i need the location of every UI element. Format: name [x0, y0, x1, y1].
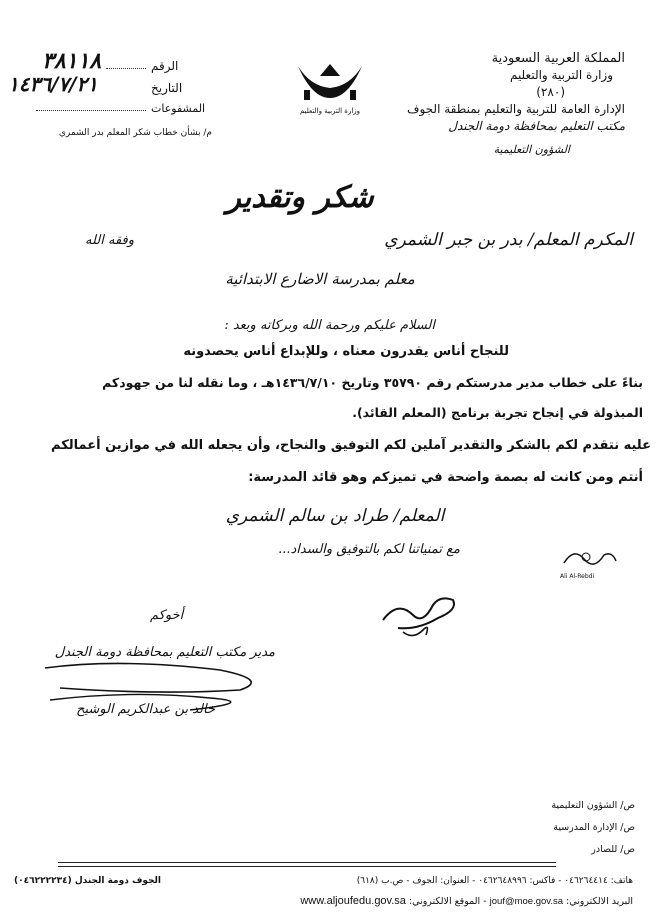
- initials-scribble-icon: [560, 545, 620, 569]
- attachments-field: [6, 100, 211, 118]
- handwritten-signature: [378, 590, 463, 645]
- paragraph-line-4: أنتم ومن كانت له بصمة واضحة في تميزكم وهو قائد المدرسة:: [248, 470, 643, 485]
- footer-contact-line: [357, 876, 633, 886]
- signature-box: [40, 640, 275, 730]
- footer-email-link[interactable]: jouf@moe.gov.sa: [489, 896, 564, 907]
- ministry-logo-icon: [290, 58, 370, 103]
- attachments-label: المشفوعات: [151, 102, 206, 115]
- department-name: الشؤون التعليمية: [493, 143, 570, 156]
- footer-site-link[interactable]: www.aljoufedu.gov.sa: [300, 895, 406, 907]
- quote-line: للنجاح أناس يقدرون معناه ، وللإبداع أناس يحصدونه: [183, 344, 509, 359]
- footer-region: الجوف دومة الجندل (٠٤٦٢٢٢٢٣٤): [14, 876, 162, 886]
- school-leader-name: المعلم/ طراد بن سالم الشمري: [225, 506, 445, 526]
- kingdom-name: المملكة العربية السعودية: [491, 51, 625, 66]
- office-name: مكتب التعليم بمحافظة دومة الجندل: [448, 119, 625, 133]
- page-title: شكر وتقدير: [226, 180, 374, 215]
- salutation: السلام عليكم ورحمة الله وبركاته وبعد :: [224, 318, 435, 333]
- copy-item: ص/ الإدارة المدرسية: [553, 822, 635, 833]
- addressee: المكرم المعلم/ بدر بن جبر الشمري: [384, 230, 633, 250]
- initials-caption: Ali Al-Rebdi: [560, 573, 595, 580]
- closing-greeting: وفقه الله: [85, 233, 135, 248]
- footer-divider-2: [58, 866, 556, 867]
- copy-item: ص/ للصادر: [591, 844, 635, 855]
- paragraph-line-3: عليه نتقدم لكم بالشكر والتقدير آملين لكم التوفيق والنجاح، وأن يجعله الله في موازين أعمالكم: [51, 438, 651, 453]
- brothers-label: أخوكم: [150, 608, 184, 623]
- ministry-name: وزارة التربية والتعليم: [509, 68, 613, 82]
- wishes-line: مع تمنياتنا لكم بالتوفيق والسداد...: [278, 542, 460, 557]
- date-value: ١٤٣٦/٧/٢١: [8, 72, 98, 96]
- signatory-title: مدير مكتب التعليم بمحافظة دومة الجندل: [54, 645, 275, 660]
- footer-site-label: - الموقع الالكتروني:: [408, 896, 487, 907]
- school-name: معلم بمدرسة الاضارع الابتدائية: [225, 270, 415, 288]
- copies-list: [551, 795, 635, 861]
- number-value: ٣٨١١٨: [42, 48, 102, 74]
- number-label: الرقم: [151, 59, 179, 73]
- footer-web-line: [300, 895, 633, 907]
- footer-divider: [58, 862, 556, 863]
- signatory-name: خالد بن عبدالكريم الوشيح: [76, 702, 215, 717]
- number-dotline: [106, 68, 146, 69]
- paragraph-line-2: المبذولة في إنجاح تجربة برنامج (المعلم القائد).: [352, 405, 643, 420]
- header-right-block: [375, 50, 625, 158]
- initials-stamp: [560, 545, 620, 580]
- paragraph-line-1: بناءً على خطاب مدير مدرستكم رقم ٣٥٧٩٠ وتاريخ ١٤٣٦/٧/١٠هـ ، وما نقله لنا من جهودكم: [102, 375, 643, 390]
- footer-email-label: البريد الالكتروني:: [566, 896, 633, 907]
- ministry-code: (٢٨٠): [536, 85, 565, 99]
- footer-contact-text: هاتف: ٠٤٦٢٦٤٤١٤ - فاكس: ٠٤٦٢٦٤٨٩٩٦ - العنوان: الجوف - ص.ب (٦١٨): [356, 876, 633, 886]
- ministry-logo: [290, 58, 370, 118]
- copy-item: ص/ الشؤون التعليمية: [551, 800, 635, 811]
- subject-line: م/ بشأن خطاب شكر المعلم بدر الشمري: [58, 128, 212, 138]
- signature-scribble-icon: [378, 590, 463, 645]
- attachments-dotline: [36, 110, 146, 111]
- logo-caption: وزارة التربية والتعليم: [299, 107, 361, 115]
- directorate-name: الإدارة العامة للتربية والتعليم بمنطقة الجوف: [407, 102, 625, 116]
- date-field: [6, 72, 211, 98]
- date-label: التاريخ: [151, 81, 183, 95]
